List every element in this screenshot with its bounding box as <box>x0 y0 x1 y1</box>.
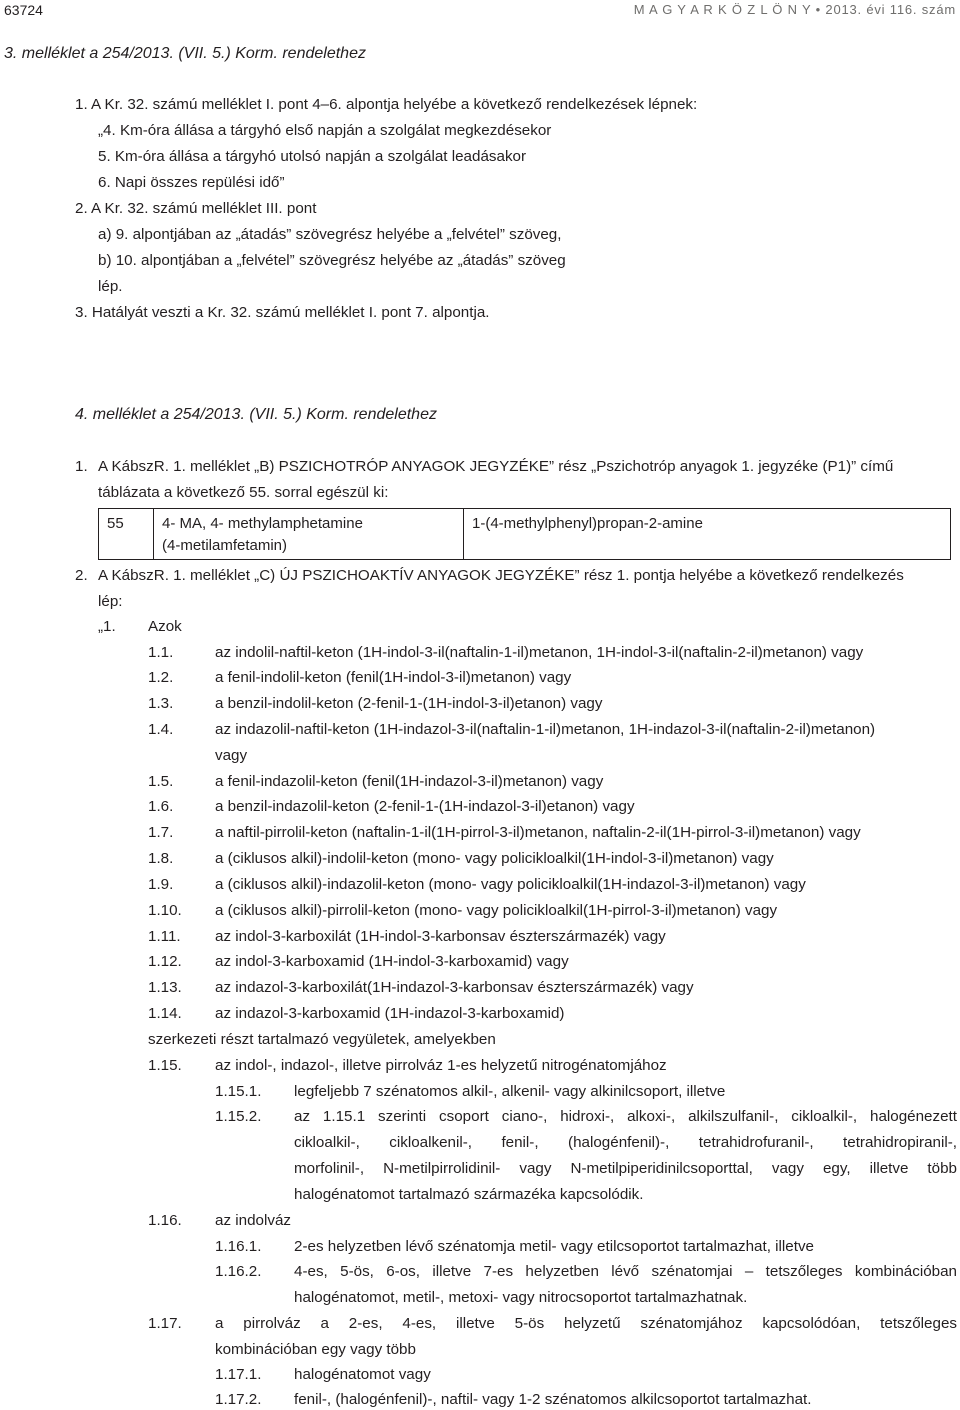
item-text: az indol-3-karboxilát (1H-indol-3-karbonsav észterszármazék) vagy <box>215 928 666 945</box>
subitem-text-cont: morfolinil-, N-metilpirrolidinil- vagy N-metilpiperidinilcsoporttal, vagy egy, illetve több <box>294 1160 957 1177</box>
annex3-line-5: 2. A Kr. 32. számú melléklet III. pont <box>75 200 317 217</box>
annex3-line-3: 5. Km-óra állása a tárgyhó utolsó napján a szolgálat leadásakor <box>98 148 527 165</box>
item-number: 1.6. <box>148 798 174 815</box>
subitem-text: 4-es, 5-ös, 6-os, illetve 7-es helyzetben lévő szénatomjai – tetszőleges kombinációban <box>294 1263 957 1280</box>
subitem-number: 1.16.1. <box>215 1238 262 1255</box>
annex4-p1-line2: táblázata a következő 55. sorral egészül ki: <box>98 484 389 501</box>
annex3-line-1: 1. A Kr. 32. számú melléklet I. pont 4–6. alpontja helyébe a következő rendelkezések lépnek: <box>75 96 698 113</box>
item-text: a pirrolváz a 2-es, 4-es, illetve 5-ös helyzetű szénatomjához kapcsolódóan, tetszőleges <box>215 1315 957 1332</box>
table-row <box>99 509 951 560</box>
item-text: az indazol-3-karboxamid (1H-indazol-3-karboxamid) <box>215 1005 565 1022</box>
annex4-p2-line1: A KábszR. 1. melléklet „C) ÚJ PSZICHOAKTÍV ANYAGOK JEGYZÉKE” rész 1. pontja helyébe a következő rendelkezés <box>98 567 904 584</box>
item-number: 1.5. <box>148 773 174 790</box>
item-text: az indolváz <box>215 1212 291 1229</box>
item-text: a fenil-indolil-keton (fenil(1H-indol-3-il)metanon) vagy <box>215 669 572 686</box>
item-text: az indazol-3-karboxilát(1H-indazol-3-karbonsav észterszármazék) vagy <box>215 979 694 996</box>
annex3-line-7: b) 10. alpontjában a „felvétel” szövegrész helyébe az „átadás” szöveg <box>98 252 566 269</box>
item-text: az indazolil-naftil-keton (1H-indazol-3-il(naftalin-1-il)metanon, 1H-indazol-3-il(naftalin-2-il)metanon) <box>215 721 876 738</box>
item-number: 1.12. <box>148 953 182 970</box>
annex3-line-8: lép. <box>98 278 123 295</box>
item-number: 1.9. <box>148 876 174 893</box>
table-cell-iupac: 1-(4-methylphenyl)propan-2-amine <box>464 509 951 560</box>
item-text: az indolil-naftil-keton (1H-indol-3-il(naftalin-1-il)metanon, 1H-indol-3-il(naftalin-2-il)metanon) vagy <box>215 644 864 661</box>
item-text: az indol-3-karboxamid (1H-indol-3-karboxamid) vagy <box>215 953 569 970</box>
item-text-cont: vagy <box>215 747 248 764</box>
item-number: 1.17. <box>148 1315 182 1332</box>
item-text: a (ciklusos alkil)-pirrolil-keton (mono- vagy policikloalkil(1H-pirrol-3-il)metanon) vagy <box>215 902 778 919</box>
substance-alt-name: (4-metilamfetamin) <box>162 537 288 554</box>
annex3-line-9: 3. Hatályát veszti a Kr. 32. számú melléklet I. pont 7. alpontja. <box>75 304 490 321</box>
item-text: a naftil-pirrolil-keton (naftalin-1-il(1H-pirrol-3-il)metanon, naftalin-2-il(1H-pirrol-3-il)metanon) vagy <box>215 824 861 841</box>
annex4-title: 4. melléklet a 254/2013. (VII. 5.) Korm. rendelethez <box>75 406 437 423</box>
annex3-line-4: 6. Napi összes repülési idő” <box>98 174 285 191</box>
subitem-number: 1.16.2. <box>215 1263 262 1280</box>
item-number: 1.4. <box>148 721 174 738</box>
structural-part: szerkezeti részt tartalmazó vegyületek, amelyekben <box>148 1031 496 1048</box>
subitem-text-cont: cikloalkil-, cikloalkenil-, fenil-, (halogénfenil)-, tetrahidrofuranil-, tetrahidropiranil-, <box>294 1134 957 1151</box>
subitem-number: 1.17.2. <box>215 1391 262 1408</box>
item-number: 1.16. <box>148 1212 182 1229</box>
page-number: 63724 <box>4 2 43 18</box>
item-number: 1.15. <box>148 1057 182 1074</box>
subitem-text: fenil-, (halogénfenil)-, naftil- vagy 1-2 szénatomos alkilcsoportot tartalmazhat. <box>294 1391 812 1408</box>
subitem-number: 1.17.1. <box>215 1366 262 1383</box>
item-number: 1.10. <box>148 902 182 919</box>
journal-header: M A G Y A R K Ö Z L Ö N Y • 2013. évi 116. szám <box>633 2 956 17</box>
item-number: 1.8. <box>148 850 174 867</box>
subitem-text-cont: halogénatomot, metil-, metoxi- vagy nitrocsoportot tartalmazhatnak. <box>294 1289 748 1306</box>
annex4-p2-line2: lép: <box>98 593 123 610</box>
annex3-line-2: „4. Km-óra állása a tárgyhó első napján a szolgálat megkezdésekor <box>98 122 552 139</box>
item-number: 1.1. <box>148 644 174 661</box>
item-number: 1.3. <box>148 695 174 712</box>
item-text: az indol-, indazol-, illetve pirrolváz 1-es helyzetű nitrogénatomjához <box>215 1057 667 1074</box>
item-text: a fenil-indazolil-keton (fenil(1H-indazol-3-il)metanon) vagy <box>215 773 604 790</box>
annex4-p1-number: 1. <box>75 458 88 475</box>
item-text: a (ciklusos alkil)-indolil-keton (mono- vagy policikloalkil(1H-indol-3-il)metanon) vagy <box>215 850 774 867</box>
substance-table <box>98 508 951 560</box>
azok-label: Azok <box>148 618 182 635</box>
item-text: a (ciklusos alkil)-indazolil-keton (mono- vagy policikloalkil(1H-indazol-3-il)metanon) vagy <box>215 876 806 893</box>
item-number: 1.14. <box>148 1005 182 1022</box>
item-number: 1.11. <box>148 928 181 945</box>
subitem-number: 1.15.2. <box>215 1108 262 1125</box>
annex3-title: 3. melléklet a 254/2013. (VII. 5.) Korm. rendelethez <box>4 45 366 62</box>
annex4-p1-line1: A KábszR. 1. melléklet „B) PSZICHOTRÓP ANYAGOK JEGYZÉKE” rész „Pszichotróp anyagok 1. jegyzéke (P1)” című <box>98 458 894 475</box>
item-number: 1.13. <box>148 979 182 996</box>
item-text-cont: kombinációban egy vagy több <box>215 1341 416 1358</box>
azok-number: „1. <box>98 618 116 635</box>
item-number: 1.2. <box>148 669 174 686</box>
item-text: a benzil-indolil-keton (2-fenil-1-(1H-indol-3-il)etanon) vagy <box>215 695 603 712</box>
item-text: a benzil-indazolil-keton (2-fenil-1-(1H-indazol-3-il)etanon) vagy <box>215 798 635 815</box>
table-cell-number: 55 <box>99 509 154 560</box>
subitem-number: 1.15.1. <box>215 1083 262 1100</box>
table-cell-name <box>154 509 464 560</box>
subitem-text: 2-es helyzetben lévő szénatomja metil- vagy etilcsoportot tartalmazhat, illetve <box>294 1238 814 1255</box>
item-number: 1.7. <box>148 824 174 841</box>
subitem-text: legfeljebb 7 szénatomos alkil-, alkenil- vagy alkinilcsoport, illetve <box>294 1083 726 1100</box>
annex4-p2-number: 2. <box>75 567 88 584</box>
annex3-line-6: a) 9. alpontjában az „átadás” szövegrész helyébe a „felvétel” szöveg, <box>98 226 562 243</box>
substance-name: 4- MA, 4- methylamphetamine <box>162 515 363 532</box>
subitem-text: az 1.15.1 szerinti csoport ciano-, hidroxi-, alkoxi-, alkilszulfanil-, cikloalkil-, halogénezett <box>294 1108 957 1125</box>
subitem-text-cont: halogénatomot tartalmazó származéka kapcsolódik. <box>294 1186 644 1203</box>
subitem-text: halogénatomot vagy <box>294 1366 431 1383</box>
